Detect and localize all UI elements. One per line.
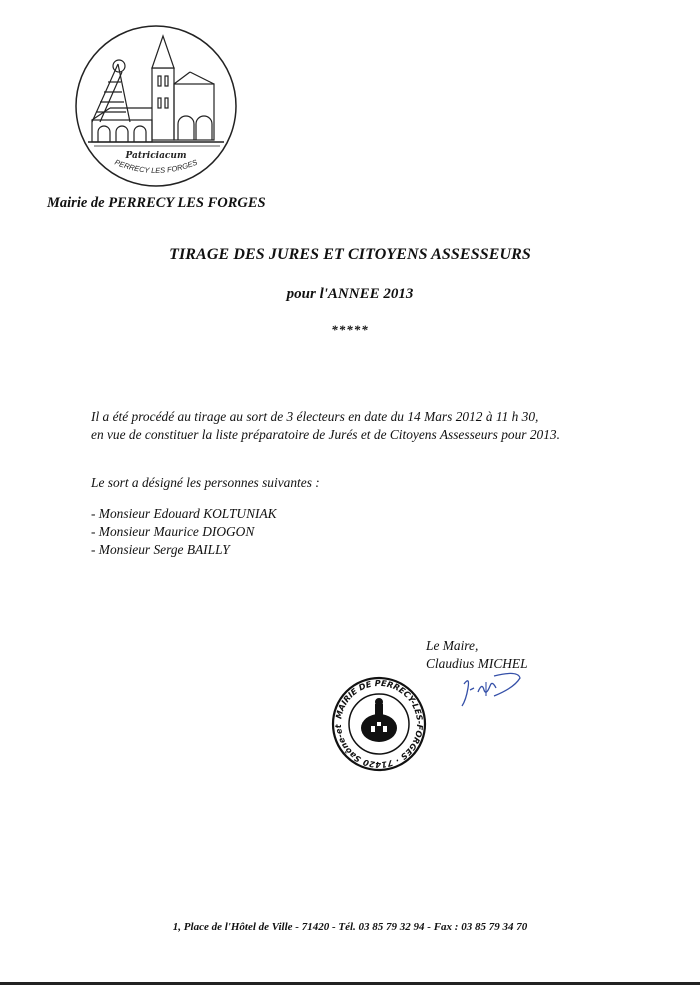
handwritten-signature <box>456 666 526 708</box>
footer-address: 1, Place de l'Hôtel de Ville - 71420 - Tél. 03 85 79 32 94 - Fax : 03 85 79 34 70 <box>172 921 528 933</box>
mairie-header: Mairie de PERRECY LES FORGES <box>47 195 266 211</box>
document-title: TIRAGE DES JURES ET CITOYENS ASSESSEURS <box>169 246 531 263</box>
signatory-role: Le Maire, <box>426 638 479 653</box>
paragraph-designated: Le sort a désigné les personnes suivantes : <box>91 475 320 490</box>
logo-motto: Patriciacum <box>125 151 187 161</box>
logo-town: PERRECY LES FORGES <box>113 157 199 176</box>
document-subtitle: pour l'ANNEE 2013 <box>286 286 414 302</box>
paragraph-line: Il a été procédé au tirage au sort de 3 électeurs en date du 14 Mars 2012 à 11 h 30, <box>91 409 539 424</box>
town-logo <box>74 24 238 188</box>
list-item: - Monsieur Maurice DIOGON <box>91 524 255 539</box>
bottom-divider <box>0 982 700 985</box>
paragraph-draw <box>91 408 560 444</box>
signatory-name: Claudius MICHEL <box>426 656 528 671</box>
list-item: - Monsieur Serge BAILLY <box>91 542 230 557</box>
stamp-text: MAIRIE DE PERRECY-LES-FORGES · 71420 Saône-et <box>332 677 426 771</box>
paragraph-line: en vue de constituer la liste préparatoire de Jurés et de Citoyens Assesseurs pour 2013. <box>91 427 560 442</box>
list-item: - Monsieur Edouard KOLTUNIAK <box>91 506 277 521</box>
separator-stars: ***** <box>331 322 369 337</box>
official-stamp <box>331 676 427 772</box>
persons-list <box>91 505 277 559</box>
